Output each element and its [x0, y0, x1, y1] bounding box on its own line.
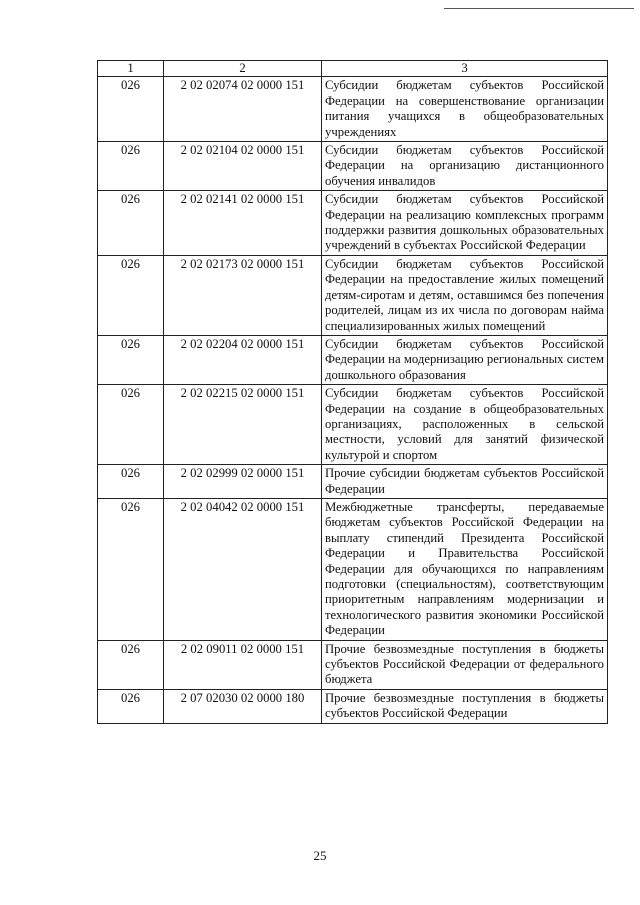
admin-code-cell: 026: [98, 77, 164, 142]
column-header-1: 1: [98, 61, 164, 77]
revenue-code-cell: 2 02 02999 02 0000 151: [164, 465, 322, 499]
admin-code-cell: 026: [98, 142, 164, 191]
revenue-name-cell: Прочие субсидии бюджетам субъектов Российской Федерации: [322, 465, 608, 499]
top-edge-line: [444, 8, 634, 9]
revenue-name-cell: Субсидии бюджетам субъектов Российской Федерации на организацию дистанционного обучения инвалидов: [322, 142, 608, 191]
revenue-name-cell: Субсидии бюджетам субъектов Российской Федерации на совершенствование организации питания учащихся в общеобразовательных учреждениях: [322, 77, 608, 142]
revenue-code-cell: 2 02 02104 02 0000 151: [164, 142, 322, 191]
revenue-code-cell: 2 02 09011 02 0000 151: [164, 640, 322, 689]
admin-code-cell: 026: [98, 385, 164, 465]
table-row: [98, 191, 608, 256]
revenue-code-cell: 2 07 02030 02 0000 180: [164, 689, 322, 723]
revenue-code-cell: 2 02 02141 02 0000 151: [164, 191, 322, 256]
admin-code-cell: 026: [98, 191, 164, 256]
table-row: [98, 77, 608, 142]
revenue-name-cell: Межбюджетные трансферты, передаваемые бюджетам субъектов Российской Федерации на выплату стипендий Президента Российской Федерации и Правительства Российской Федерации для обучающихся по направлениям подготовки (специальностям), соответствующим приоритетным направлениям модернизации и технологического развития экономики Российской Федерации: [322, 498, 608, 640]
table-row: [98, 142, 608, 191]
revenue-code-cell: 2 02 02215 02 0000 151: [164, 385, 322, 465]
admin-code-cell: 026: [98, 640, 164, 689]
admin-code-cell: 026: [98, 498, 164, 640]
table-row: [98, 335, 608, 384]
table-row: [98, 498, 608, 640]
column-header-3: 3: [322, 61, 608, 77]
table-row: [98, 689, 608, 723]
table-row: [98, 255, 608, 335]
column-header-2: 2: [164, 61, 322, 77]
table-row: [98, 465, 608, 499]
revenue-codes-table: [97, 60, 608, 724]
admin-code-cell: 026: [98, 335, 164, 384]
revenue-name-cell: Субсидии бюджетам субъектов Российской Федерации на предоставление жилых помещений детям-сиротам и детям, оставшимся без попечения родителей, лицам из их числа по договорам найма специализированных жилых помещений: [322, 255, 608, 335]
table-row: [98, 640, 608, 689]
revenue-code-cell: 2 02 04042 02 0000 151: [164, 498, 322, 640]
revenue-name-cell: Прочие безвозмездные поступления в бюджеты субъектов Российской Федерации: [322, 689, 608, 723]
revenue-name-cell: Прочие безвозмездные поступления в бюджеты субъектов Российской Федерации от федерального бюджета: [322, 640, 608, 689]
revenue-code-cell: 2 02 02074 02 0000 151: [164, 77, 322, 142]
revenue-code-cell: 2 02 02204 02 0000 151: [164, 335, 322, 384]
revenue-code-cell: 2 02 02173 02 0000 151: [164, 255, 322, 335]
revenue-name-cell: Субсидии бюджетам субъектов Российской Федерации на модернизацию региональных систем дошкольного образования: [322, 335, 608, 384]
revenue-name-cell: Субсидии бюджетам субъектов Российской Федерации на реализацию комплексных программ поддержки развития дошкольных образовательных учреждений в субъектах Российской Федерации: [322, 191, 608, 256]
admin-code-cell: 026: [98, 465, 164, 499]
admin-code-cell: 026: [98, 689, 164, 723]
revenue-name-cell: Субсидии бюджетам субъектов Российской Федерации на создание в общеобразовательных организациях, расположенных в сельской местности, условий для занятий физической культурой и спортом: [322, 385, 608, 465]
table-row: [98, 385, 608, 465]
admin-code-cell: 026: [98, 255, 164, 335]
page-number: 25: [313, 848, 327, 863]
table-header-row: [98, 61, 608, 77]
